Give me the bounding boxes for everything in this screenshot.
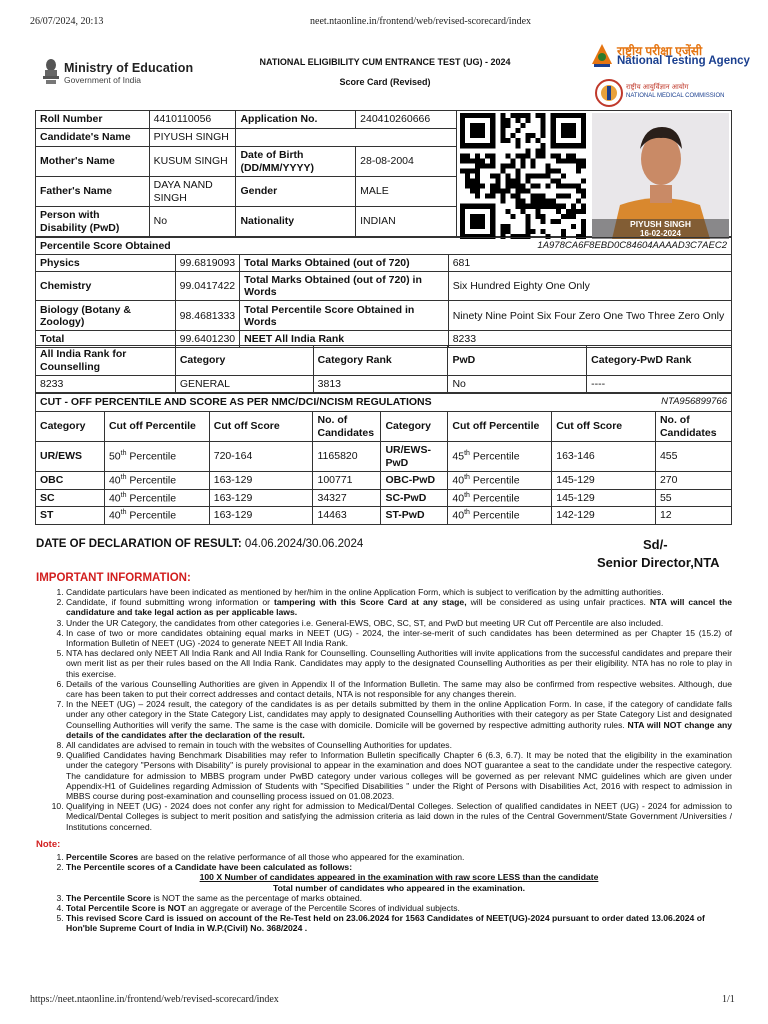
total-label: NEET All India Rank [240,331,449,348]
dob-label: Date of Birth (DD/MM/YYYY) [236,147,356,177]
subject-label: Chemistry [36,272,176,301]
rank-header: Category Rank [313,346,448,376]
app-label: Application No. [236,111,356,129]
qr-code [458,113,588,239]
cutoff-percentile: 40th Percentile [448,472,552,490]
list-item: 3. Under the UR Category, the candidates from other categories i.e. General-EWS, OBC, SC, ST, and PwD but meeting UR Cut off Percentile are also included. [66,618,732,628]
cutoff-header: Category [381,412,448,442]
total-value: Ninety Nine Point Six Four Zero One Two Three Zero Only [448,301,731,331]
cutoff-percentile: 40th Percentile [104,489,209,507]
empty-cell [356,129,457,147]
emblem-icon [40,57,62,87]
nmc-hindi: राष्ट्रीय आयुर्विज्ञान आयोग [626,84,689,91]
cutoff-percentile: 50th Percentile [104,442,209,472]
cutoff-score: 163-146 [552,442,656,472]
total-label: Total Marks Obtained (out of 720) [240,255,449,272]
total-value: 8233 [448,331,731,348]
signature-title: Senior Director,NTA [597,555,720,570]
cutoff-percentile: 40th Percentile [448,507,552,525]
list-item: 10. Qualifying in NEET (UG) - 2024 does not confer any right for admission to Medical/Dental Colleges. Selection of qualified candidates in NEET (UG) - 2024 for admission to Medical/Dental Colleges is subject to merit position and satisfying the admission criteria as laid down in the rules of the Central Government/State Government /Universities / Institutions concerned. [66,801,732,832]
list-item: 2. The Percentile scores of a Candidate have been calculated as follows: 100 X Number of candidates appeared in the examination with raw score LESS than the candidate Total number of candidates who appeared in the examination. [66,862,732,893]
cutoff-score: 720-164 [209,442,313,472]
roll-value: 4410110056 [149,111,236,129]
scorecard-subtitle: Score Card (Revised) [339,77,431,87]
score-table [35,237,732,348]
nta-hindi: राष्ट्रीय परीक्षा एजेंसी [617,44,703,58]
photo-date: 16-02-2024 [640,229,681,238]
total-label: Total Percentile Score Obtained in Words [240,301,449,331]
list-item: 5. This revised Score Card is issued on account of the Re-Test held on 23.06.2024 for 1563 Candidates of NEET(UG)-2024 pursuant to order dated 13.06.2024 of Hon'ble Supreme Court of India in W.P.(Civil) No. 368/2024 . [66,913,732,933]
rank-value: GENERAL [175,376,313,393]
score-hash: 1A978CA6F8EBD0C84604AAAAD3C7AEC2 [240,238,732,255]
cutoff-header: Cut off Score [209,412,313,442]
dob-value: 28-08-2004 [356,147,457,177]
moe-title: Ministry of Education [64,61,194,75]
list-item: 1. Percentile Scores are based on the relative performance of all those who appeared for the examination. [66,852,732,862]
nationality-value: INDIAN [356,207,457,237]
list-item: 4. In case of two or more candidates obtaining equal marks in NEET (UG) - 2024, the inter-se-merit of such candidates has been determined as per Chapter 15 (15.2) of Information Bulletin of NEET (UG) -2024 to generate NEET All India Rank. [66,628,732,648]
rank-value: 3813 [313,376,448,393]
empty-cell [236,129,356,147]
table-row [36,129,457,147]
cutoff-category: UR/EWS-PwD [381,442,448,472]
table-row [36,507,732,525]
cutoff-header: Cut off Score [552,412,656,442]
nationality-label: Nationality [236,207,356,237]
formula-denominator: Total number of candidates who appeared in the examination. [273,882,525,893]
rank-header: PwD [448,346,587,376]
cutoff-category: ST-PwD [381,507,448,525]
cutoff-header: Cut off Percentile [448,412,552,442]
cutoff-table [35,393,732,525]
cutoff-score: 163-129 [209,489,313,507]
cutoff-count: 100771 [313,472,381,490]
footer-page: 1/1 [722,994,735,1005]
cutoff-title: CUT - OFF PERCENTILE AND SCORE AS PER NMC/DCI/NCISM REGULATIONS [36,394,552,412]
list-item: 7. In the NEET (UG) – 2024 result, the category of the candidates is as per details submitted by them in the online Application Form. In case, if the category of candidate falls under any other category in the State Category List, candidates may apply to designated Counselling Authorities with their category as per State Category List and designated Counselling Authorities will verify the same. The same is the case with domicile. Domicile will be governed by respective admitting authority rules. NTA will NOT change any details of the candidates after the declaration of the result. [66,699,732,740]
subject-percentile: 99.6401230 [175,331,239,348]
app-value: 240410260666 [356,111,457,129]
list-item: 5. NTA has declared only NEET All India Rank and All India Rank for Counselling. Counselling Authorities will invite applications from the successful candidates and prepare their own merit list as per their rules based on the All India Rank. Candidates may apply to the designated Counselling Authorities as per their eligibility. NTA has no role to play in this exercise. [66,648,732,679]
rank-header: Category-PwD Rank [587,346,732,376]
table-row [36,207,457,237]
table-row [36,272,732,301]
exam-title: NATIONAL ELIGIBILITY CUM ENTRANCE TEST (UG) - 2024 [259,57,511,67]
table-row [36,489,732,507]
table-row [36,346,732,376]
father-value: DAYA NAND SINGH [149,177,236,207]
table-row [36,442,732,472]
cutoff-category: SC-PwD [381,489,448,507]
nmc-emblem-icon [595,79,623,107]
important-list [38,587,732,832]
cutoff-category: OBC [36,472,105,490]
cutoff-header: No. of Candidates [313,412,381,442]
note-list [38,852,732,934]
table-row [36,394,732,412]
list-item: 9. Qualified Candidates having Benchmark Disabilities may refer to Information Bulletin specifically Chapter 6 (6.3, 6.7). It may be noted that the eligibility in the examination under the category "Persons with Disability" is purely provisional to appear in the examination and does NOT guarantee a seat to the candidate under the respective category. The candidature for admission to MBBS program under PwBD category under various colleges will be governed as per relevant NMC guidelines which are given under Appendix-H1 of Guidelines regarding Admission of Students with "Specified Disabilities " under the Right of Persons with Disabilities Act, 2016 with respect to admission in MBBS course during post-examination and counselling process issued on 01.08.2023. [66,750,732,801]
cutoff-count: 34327 [313,489,381,507]
candidate-table [35,110,457,237]
cutoff-category: ST [36,507,105,525]
subject-percentile: 99.0417422 [175,272,239,301]
moe-subtitle: Government of India [64,75,142,85]
table-row [36,255,732,272]
table-row [36,301,732,331]
print-url: neet.ntaonline.in/frontend/web/revised-scorecard/index [310,16,532,27]
name-value: PIYUSH SINGH [149,129,236,147]
nta-logo [590,40,750,74]
father-label: Father's Name [36,177,150,207]
footer-url: https://neet.ntaonline.in/frontend/web/revised-scorecard/index [30,994,279,1005]
photo-name: PIYUSH SINGH [630,219,691,229]
declaration [36,538,363,550]
cutoff-category: UR/EWS [36,442,105,472]
print-datetime: 26/07/2024, 20:13 [30,16,104,27]
cutoff-count: 55 [655,489,731,507]
cutoff-category: SC [36,489,105,507]
list-item: 2. Candidate, if found submitting wrong information or tampering with this Score Card at any stage, will be considered as using unfair practices. NTA will cancel the candidature and take legal action as per applicable laws. [66,597,732,617]
total-label: Total Marks Obtained (out of 720) in Words [240,272,449,301]
cutoff-count: 455 [655,442,731,472]
rank-value: ---- [587,376,732,393]
table-row [36,111,457,129]
roll-label: Roll Number [36,111,150,129]
important-heading: IMPORTANT INFORMATION: [36,572,191,584]
rank-header: All India Rank for Counselling [36,346,176,376]
rank-value: No [448,376,587,393]
name-label: Candidate's Name [36,129,150,147]
cutoff-count: 14463 [313,507,381,525]
cutoff-percentile: 40th Percentile [448,489,552,507]
nmc-logo [595,79,745,109]
subject-label: Physics [36,255,176,272]
cutoff-header: Category [36,412,105,442]
signature-sd: Sd/- [643,537,668,552]
nmc-english: NATIONAL MEDICAL COMMISSION [626,93,725,99]
pwd-value: No [149,207,236,237]
gender-value: MALE [356,177,457,207]
table-row [36,177,457,207]
cutoff-code: NTA956899766 [552,394,732,412]
table-row [36,147,457,177]
cutoff-score: 145-129 [552,472,656,490]
table-row [36,238,732,255]
list-item: 3. The Percentile Score is NOT the same as the percentage of marks obtained. [66,893,732,903]
cutoff-category: OBC-PwD [381,472,448,490]
subject-percentile: 98.4681333 [175,301,239,331]
candidate-photo [592,113,729,239]
cutoff-percentile: 40th Percentile [104,507,209,525]
list-item: 1. Candidate particulars have been indicated as mentioned by her/him in the online Application Form, which is subject to verification by the admitting authorities. [66,587,732,597]
list-item: 4. Total Percentile Score is NOT an aggregate or average of the Percentile Scores of individual subjects. [66,903,732,913]
percentile-header: Percentile Score Obtained [36,238,240,255]
declaration-value: 04.06.2024/30.06.2024 [244,538,364,550]
list-item: 6. Details of the various Counselling Authorities are given in Appendix II of the Information Bulletin. The same may also be confirmed from respective websites. Although, due care has been taken to put their correct addresses and contact details, NTA is not responsible for any changes therein. [66,679,732,699]
note-heading: Note: [36,839,61,850]
cutoff-header: No. of Candidates [655,412,731,442]
formula-numerator: 100 X Number of candidates appeared in the examination with raw score LESS than the candidate [199,872,599,883]
nta-english: National Testing Agency [617,55,750,67]
cutoff-count: 270 [655,472,731,490]
cutoff-score: 163-129 [209,472,313,490]
list-item: 8. All candidates are advised to remain in touch with the websites of Counselling Authorities for updates. [66,740,732,750]
mother-label: Mother's Name [36,147,150,177]
cutoff-count: 1165820 [313,442,381,472]
total-value: 681 [448,255,731,272]
pwd-label: Person with Disability (PwD) [36,207,150,237]
mother-value: KUSUM SINGH [149,147,236,177]
rank-table [35,345,732,393]
total-value: Six Hundred Eighty One Only [448,272,731,301]
table-row [36,412,732,442]
cutoff-score: 163-129 [209,507,313,525]
subject-label: Total [36,331,176,348]
table-row [36,472,732,490]
subject-percentile: 99.6819093 [175,255,239,272]
table-row [36,376,732,393]
declaration-label: DATE OF DECLARATION OF RESULT: [36,538,242,550]
subject-label: Biology (Botany & Zoology) [36,301,176,331]
cutoff-percentile: 40th Percentile [104,472,209,490]
cutoff-header: Cut off Percentile [104,412,209,442]
gender-label: Gender [236,177,356,207]
cutoff-score: 145-129 [552,489,656,507]
nta-emblem-icon [590,42,614,68]
rank-value: 8233 [36,376,176,393]
cutoff-percentile: 45th Percentile [448,442,552,472]
rank-header: Category [175,346,313,376]
cutoff-count: 12 [655,507,731,525]
cutoff-score: 142-129 [552,507,656,525]
moe-logo [40,55,200,89]
